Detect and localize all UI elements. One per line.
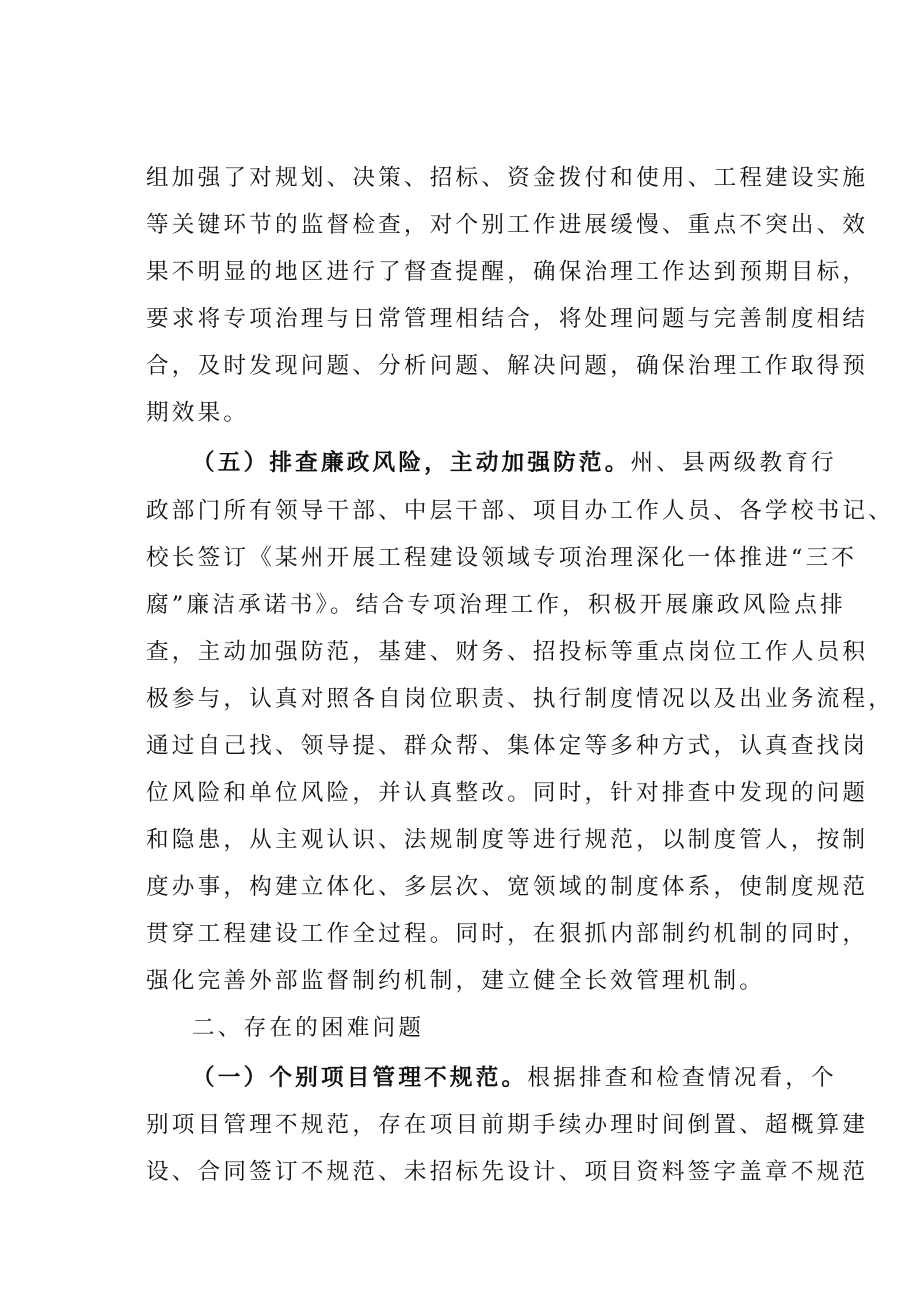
- paragraph-line: [146, 778, 869, 808]
- line-text: 通过自己找、领导提、群众帮、集体定等多种方式，认真查找岗: [146, 733, 869, 759]
- paragraph-line: [146, 304, 869, 334]
- line-text: 要求将专项治理与日常管理相结合，将处理问题与完善制度相结: [146, 306, 869, 332]
- subsection-one-first-line: [192, 1063, 852, 1093]
- paragraph-line: [146, 257, 869, 287]
- line-text: 极参与，认真对照各自岗位职责、执行制度情况以及出业务流程，: [146, 686, 895, 712]
- line-text: 组加强了对规划、决策、招标、资金拨付和使用、工程建设实施: [146, 165, 869, 191]
- paragraph-line: [146, 351, 869, 381]
- line-text: 等关键环节的监督检查，对个别工作进展缓慢、重点不突出、效: [146, 212, 869, 238]
- section-two-heading: [192, 1013, 852, 1043]
- line-text: 设、合同签订不规范、未招标先设计、项目资料签字盖章不规范: [146, 1159, 869, 1185]
- line-text: 州、县两级教育行: [630, 450, 837, 476]
- line-text: 度办事，构建立体化、多层次、宽领域的制度体系，使制度规范: [146, 874, 869, 900]
- paragraph-line: [146, 590, 846, 620]
- paragraph-line: [146, 919, 869, 949]
- paragraph-line: [146, 398, 806, 428]
- line-text: 位风险和单位风险，并认真整改。同时，针对排查中发现的问题: [146, 780, 869, 806]
- paragraph-line: [146, 543, 858, 573]
- paragraph-line: [146, 825, 869, 855]
- line-text: 查，主动加强防范，基建、财务、招投标等重点岗位工作人员积: [146, 639, 869, 665]
- line-text: 期效果。: [146, 400, 250, 426]
- paragraph-line: [146, 210, 869, 240]
- section-five-heading: （五）排查廉政风险，主动加强防范。: [192, 450, 631, 476]
- line-text: 贯穿工程建设工作全过程。同时，在狠抓内部制约机制的同时，: [146, 921, 869, 947]
- line-text: 果不明显的地区进行了督查提醒，确保治理工作达到预期目标，: [146, 259, 869, 285]
- section-five-first-line: [192, 448, 852, 478]
- paragraph-line: [146, 872, 869, 902]
- paragraph-line: [146, 637, 869, 667]
- line-text: 别项目管理不规范，存在项目前期手续办理时间倒置、超概算建: [146, 1112, 869, 1138]
- heading-text: 二、存在的困难问题: [192, 1015, 425, 1041]
- paragraph-line: [146, 966, 806, 996]
- line-text: 校长签订《某州开展工程建设领域专项治理深化一体推进“三不: [146, 545, 858, 571]
- paragraph-line: [146, 684, 895, 714]
- line-text: 合，及时发现问题、分析问题、解决问题，确保治理工作取得预: [146, 353, 869, 379]
- line-text: 强化完善外部监督制约机制，建立健全长效管理机制。: [146, 968, 766, 994]
- line-text: 和隐患，从主观认识、法规制度等进行规范，以制度管人，按制: [146, 827, 869, 853]
- paragraph-line: [146, 496, 895, 526]
- paragraph-line: [146, 1157, 869, 1187]
- paragraph-line: [146, 1110, 869, 1140]
- line-text: 腐”廉洁承诺书》。结合专项治理工作，积极开展廉政风险点排: [146, 592, 846, 618]
- paragraph-line: [146, 163, 869, 193]
- subsection-one-heading: （一）个别项目管理不规范。: [192, 1065, 528, 1091]
- line-text: 根据排查和检查情况看，个: [527, 1065, 837, 1091]
- line-text: 政部门所有领导干部、中层干部、项目办工作人员、各学校书记、: [146, 498, 895, 524]
- paragraph-line: [146, 731, 869, 761]
